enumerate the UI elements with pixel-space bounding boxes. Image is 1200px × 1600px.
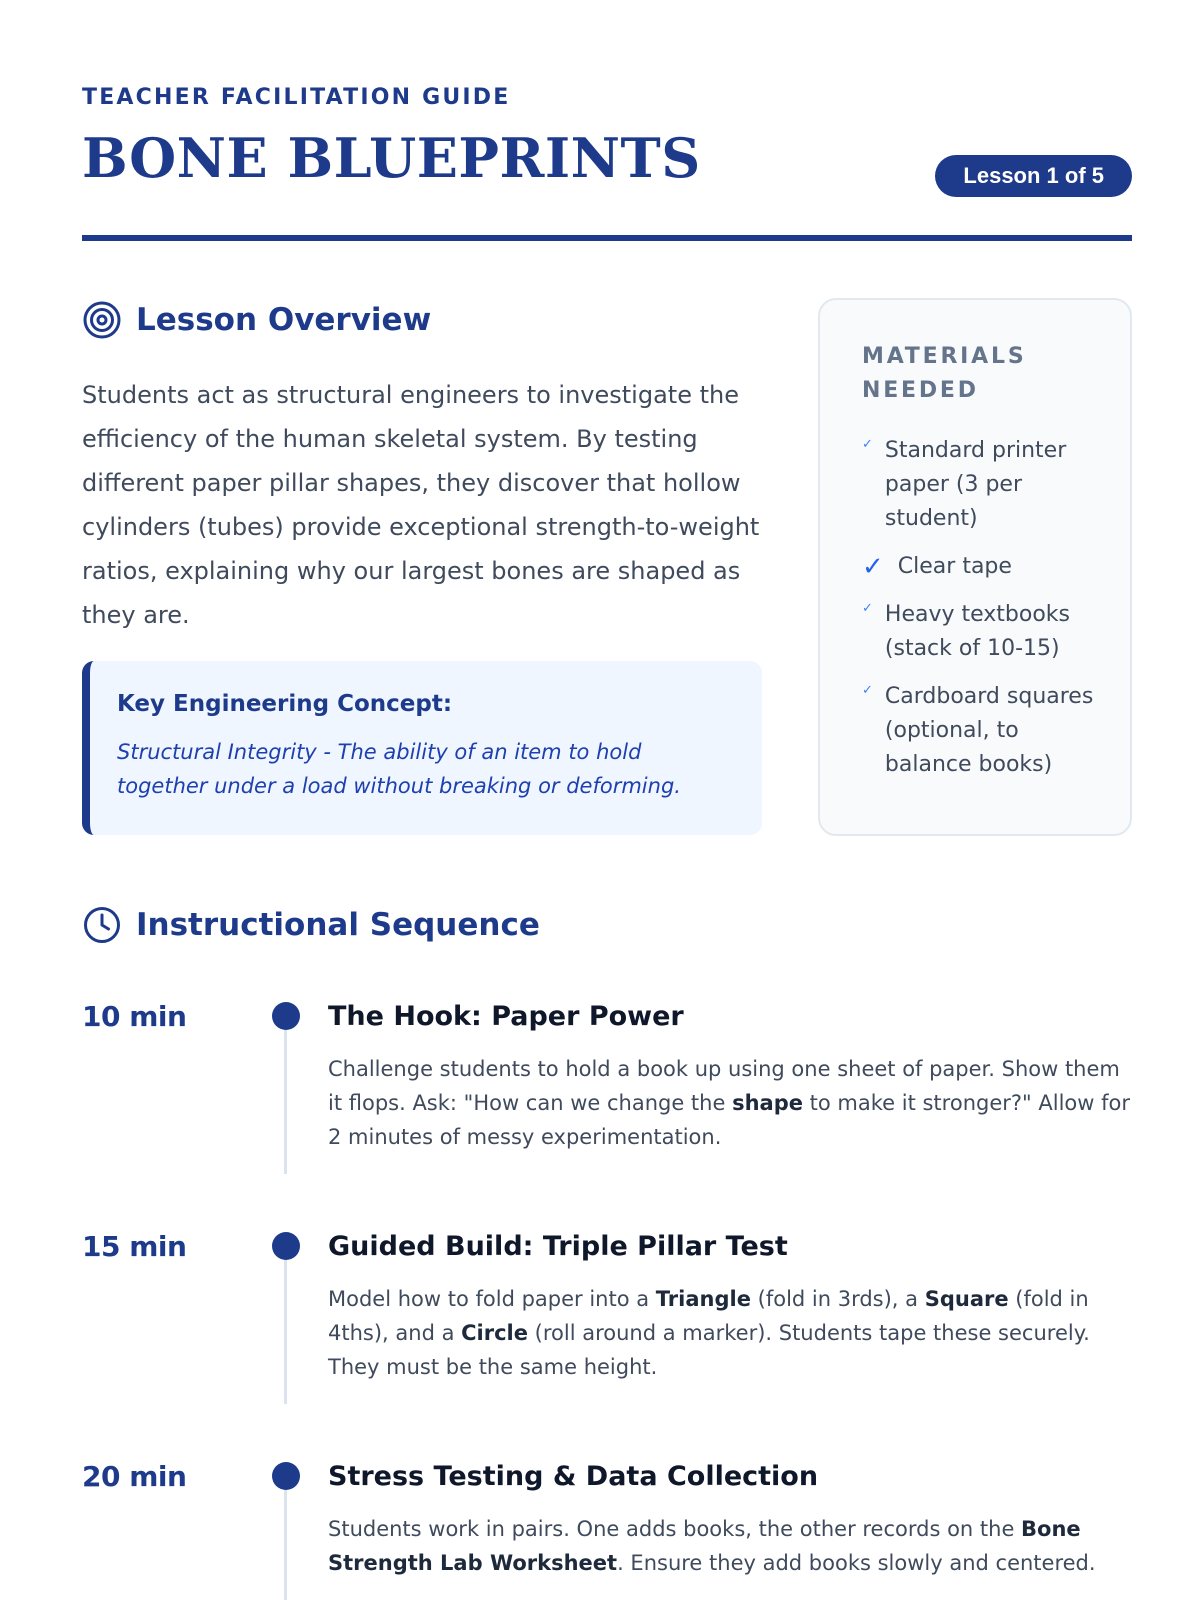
page-header	[82, 82, 1132, 194]
check-icon: ✓	[862, 552, 884, 582]
step-description: Model how to fold paper into a Triangle (fold in 3rds), a Square (fold in 4ths), and a Circle (roll around a marker). Students tape these securely. They must be the same height.	[328, 1287, 1090, 1379]
material-label: Cardboard squares (optional, to balance books)	[884, 684, 1094, 777]
material-label: Clear tape	[897, 554, 1012, 579]
step-title: Stress Testing & Data Collection	[328, 1461, 819, 1492]
step-title: The Hook: Paper Power	[328, 1001, 684, 1032]
step-duration: 20 min	[82, 1460, 187, 1493]
material-item	[862, 598, 1102, 666]
step-description: Students work in pairs. One adds books, the other records on the Bone Strength Lab Worksheet. Ensure they add books slowly and centered.	[328, 1517, 1096, 1575]
step-description: Challenge students to hold a book up using one sheet of paper. Show them it flops. Ask: "How can we change the shape to make it stronger?" Allow for 2 minutes of messy experimentation.	[328, 1057, 1130, 1149]
guide-eyebrow: TEACHER FACILITATION GUIDE	[82, 85, 511, 110]
overview-text: Students act as structural engineers to investigate the efficiency of the human skeletal system. By testing different paper pillar shapes, they discover that hollow cylinders (tubes) provide exceptional strength-to-weight ratios, explaining why our largest bones are shaped as they are.	[82, 381, 760, 629]
check-icon: ✓	[862, 683, 873, 698]
clock-icon	[82, 905, 122, 945]
page-title: BONE BLUEPRINTS	[82, 126, 701, 190]
materials-card	[818, 298, 1132, 836]
concept-definition: Structural Integrity - The ability of an item to hold together under a load without breaking or deforming.	[117, 740, 681, 798]
timeline-dot	[272, 1002, 300, 1030]
key-concept-callout	[82, 661, 762, 835]
timeline-line	[284, 1476, 287, 1600]
step-duration: 15 min	[82, 1230, 187, 1263]
timeline-dot	[272, 1462, 300, 1490]
material-item	[862, 680, 1102, 782]
step-title: Guided Build: Triple Pillar Test	[328, 1231, 788, 1262]
timeline-line	[284, 1016, 287, 1174]
timeline-dot	[272, 1232, 300, 1260]
sequence-heading-label: Instructional Sequence	[136, 907, 540, 943]
material-item	[862, 434, 1102, 536]
target-icon	[82, 300, 122, 340]
overview-heading	[82, 300, 431, 340]
sequence-heading	[82, 905, 540, 945]
material-label: Heavy textbooks (stack of 10-15)	[884, 602, 1071, 661]
check-icon: ✓	[862, 437, 873, 452]
material-item	[862, 550, 1102, 584]
timeline-line	[284, 1246, 287, 1404]
check-icon: ✓	[862, 601, 873, 616]
materials-title: MATERIALS NEEDED	[862, 344, 1027, 403]
concept-title: Key Engineering Concept:	[117, 691, 453, 717]
material-label: Standard printer paper (3 per student)	[884, 438, 1067, 531]
lesson-badge: Lesson 1 of 5	[935, 155, 1132, 197]
step-duration: 10 min	[82, 1000, 187, 1033]
overview-heading-label: Lesson Overview	[136, 302, 432, 338]
materials-list	[862, 434, 1102, 782]
header-divider	[82, 235, 1132, 241]
